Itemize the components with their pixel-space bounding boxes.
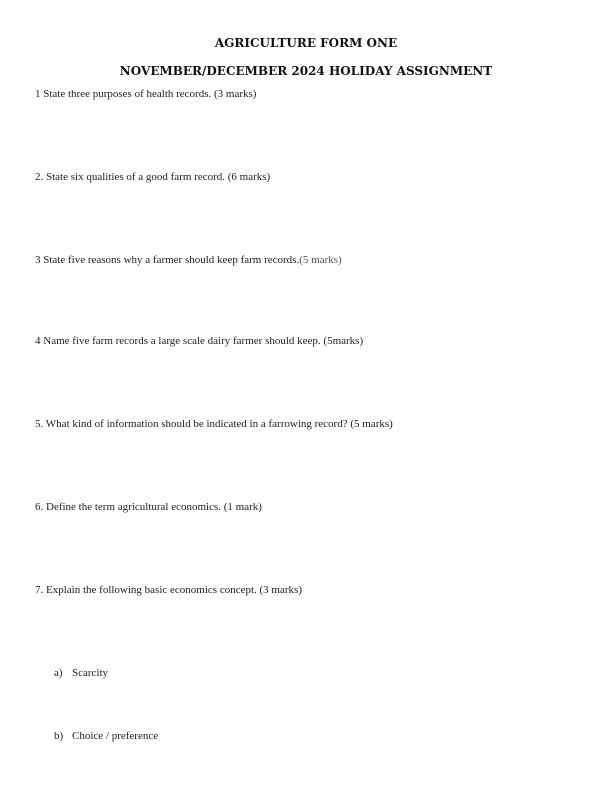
question-1: 1 State three purposes of health records. (3 marks) [35, 88, 257, 100]
subitem-b-text: Choice / preference [72, 730, 159, 742]
question-2: 2. State six qualities of a good farm record. (6 marks) [35, 171, 271, 183]
document-subtitle: NOVEMBER/DECEMBER 2024 HOLIDAY ASSIGNMENT [119, 64, 493, 78]
document-title: AGRICULTURE FORM ONE [214, 36, 398, 50]
subitem-a-text: Scarcity [72, 667, 109, 679]
subitem-a-label: a) [54, 667, 63, 679]
question-3-text: 3 State five reasons why a farmer should keep farm records. [35, 254, 300, 266]
subitem-b-label: b) [54, 730, 64, 742]
question-6: 6. Define the term agricultural economics. (1 mark) [35, 501, 262, 513]
question-7: 7. Explain the following basic economics concept. (3 marks) [35, 584, 302, 596]
question-5: 5. What kind of information should be indicated in a farrowing record? (5 marks) [35, 418, 393, 430]
question-3 [35, 254, 342, 266]
question-4: 4 Name five farm records a large scale dairy farmer should keep. (5marks) [35, 335, 364, 347]
question-3-marks: (5 marks) [299, 254, 342, 266]
